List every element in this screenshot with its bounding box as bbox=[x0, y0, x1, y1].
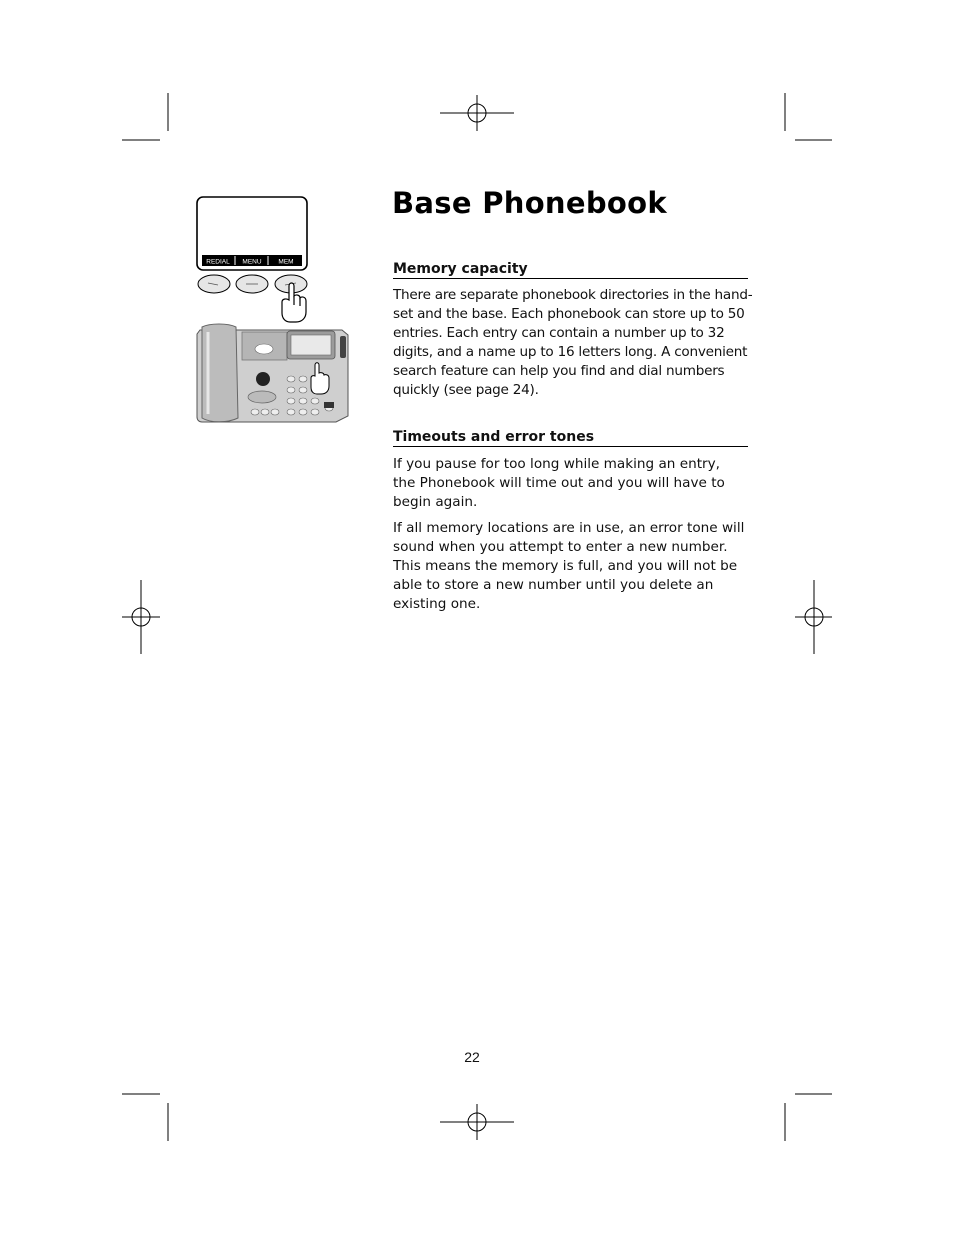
section-heading-timeouts: Timeouts and error tones bbox=[393, 429, 748, 447]
paragraph-error-tones: If all memory locations are in use, an error tone will sound when you attempt to enter a new number. This means the memory is full, and you will not be able to store a new number until you delete an existing one. bbox=[393, 520, 745, 612]
page-number: 22 bbox=[464, 1049, 480, 1065]
phone-base-illustration bbox=[190, 190, 360, 430]
paragraph-memory-capacity: There are separate phonebook directories in the hand-set and the base. Each phonebook can store up to 50 entries. Each entry can contain a number up to 32 digits, and a name up to 16 letters long. A convenient search feature can help you find and dial numbers quickly (see page 24). bbox=[393, 287, 753, 398]
softkey-label-redial: REDIAL bbox=[206, 258, 230, 266]
section-heading-memory-capacity: Memory capacity bbox=[393, 261, 748, 279]
page-title: Base Phonebook bbox=[392, 186, 667, 220]
softkey-label-menu: MENU bbox=[242, 258, 262, 266]
softkey-label-mem: MEM bbox=[278, 258, 294, 266]
base-unit bbox=[197, 324, 348, 422]
paragraph-timeouts: If you pause for too long while making an entry, the Phonebook will time out and you will have to begin again. bbox=[393, 456, 725, 510]
